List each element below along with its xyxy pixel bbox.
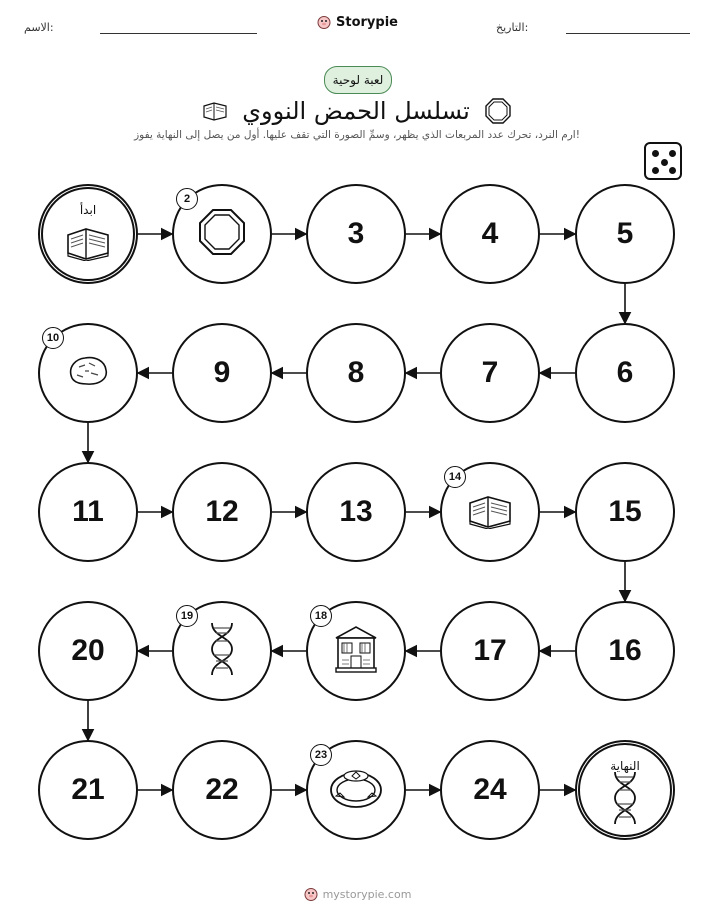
square-number: 17 [473,634,507,667]
ring-icon [328,766,384,814]
square-number: 8 [347,356,365,389]
board-square-18 [306,601,406,701]
square-number: 7 [481,356,499,389]
board-square-9 [172,323,272,423]
name-label: الاسم: [24,21,54,34]
board-square-23 [306,740,406,840]
board-square-8 [306,323,406,423]
square-number: 5 [616,217,634,250]
footer [0,886,714,902]
dna-icon [610,770,640,830]
board-square-2 [172,184,272,284]
board-square-22 [172,740,272,840]
square-number-badge: 2 [176,188,198,210]
book-icon [64,223,112,265]
square-number: 16 [608,634,642,667]
square-number-badge: 23 [310,744,332,766]
square-number: 24 [473,773,507,806]
page-title: تسلسل الحمض النووي [242,97,470,125]
board-square-10 [38,323,138,423]
square-number: 11 [72,495,104,528]
rock-icon [65,353,111,393]
game-type-tag: لعبة لوحية [324,66,392,94]
library-icon [332,624,380,678]
dna-icon [207,621,237,681]
square-number: 13 [339,495,373,528]
start-label: ابدأ [79,203,97,217]
board-square-13 [306,462,406,562]
end-label: النهاية [610,759,640,773]
square-number: 15 [608,495,642,528]
board-square-20 [38,601,138,701]
octagon-icon [197,207,247,261]
board-square-1 [38,184,138,284]
board-square-25 [575,740,675,840]
board-square-12 [172,462,272,562]
brand-name: Storypie [336,14,398,30]
book-icon [466,491,514,533]
instructions: ارم النرد، تحرك عدد المربعات الذي يظهر، وسمِّ الصورة التي تقف عليها. أول من يصل إلى النهاية يفوز! [134,129,580,141]
board-square-11 [38,462,138,562]
board-square-17 [440,601,540,701]
board-square-3 [306,184,406,284]
square-number: 22 [205,773,239,806]
date-label: التاريخ: [496,21,529,34]
board-square-6 [575,323,675,423]
square-number: 6 [616,356,634,389]
square-number: 12 [205,495,239,528]
board-square-19 [172,601,272,701]
footer-url[interactable]: mystorypie.com [322,887,412,901]
square-number-badge: 14 [444,466,466,488]
square-number: 3 [347,217,365,250]
board-square-14 [440,462,540,562]
square-number: 4 [481,217,499,250]
square-number: 9 [213,356,231,389]
square-number-badge: 19 [176,605,198,627]
square-number: 21 [71,773,105,806]
board-square-7 [440,323,540,423]
pig-mascot-icon [303,886,319,902]
board-square-15 [575,462,675,562]
board-square-21 [38,740,138,840]
board-square-4 [440,184,540,284]
board-square-24 [440,740,540,840]
board-square-16 [575,601,675,701]
board-square-5 [575,184,675,284]
square-number: 20 [71,634,105,667]
square-number-badge: 10 [42,327,64,349]
square-number-badge: 18 [310,605,332,627]
